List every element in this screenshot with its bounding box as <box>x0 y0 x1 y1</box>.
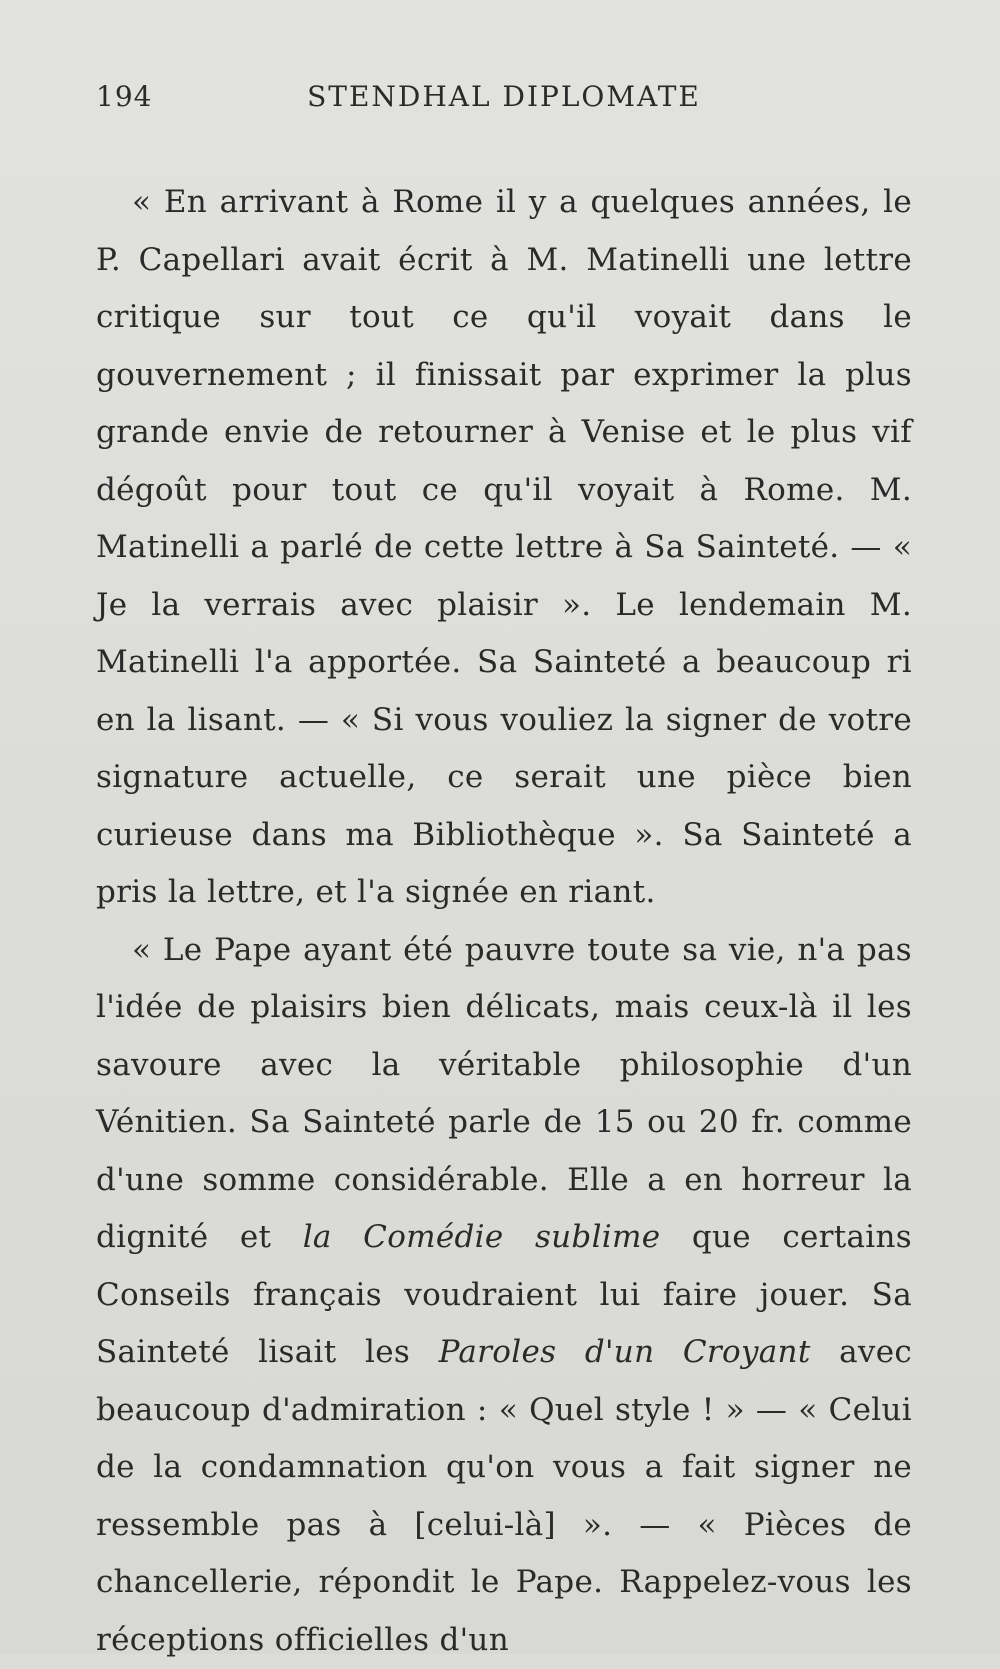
paragraph-2-part-3: avec beaucoup d'admiration : « Quel style ! » — « Celui de la condamnation qu'on vous a fait signer ne ressemble pas à [celui-là] ». — « Pièces de chancellerie, répondit le Pape. Rappelez-vous les réceptions officielles d'un <box>96 1334 912 1658</box>
paragraph-2 <box>96 922 912 1669</box>
paragraph-2-part-1: « Le Pape ayant été pauvre toute sa vie, n'a pas l'idée de plaisirs bien délicats, mais ceux-là il les savoure avec la véritable philosophie d'un Vénitien. Sa Sainteté parle de 15 ou 20 fr. comme d'une somme considérable. Elle a en horreur la dignité et <box>96 932 912 1256</box>
paragraph-2-part-2: que certains Conseils français voudraient lui faire jouer. Sa Sainteté lisait les <box>96 1219 912 1370</box>
paragraph-1: « En arrivant à Rome il y a quelques années, le P. Capellari avait écrit à M. Matinelli une lettre critique sur tout ce qu'il voyait dans le gouvernement ; il finissait par exprimer la plus grande envie de retourner à Venise et le plus vif dégoût pour tout ce qu'il voyait à Rome. M. Matinelli a parlé de cette lettre à Sa Sainteté. — « Je la verrais avec plaisir ». Le lendemain M. Matinelli l'a apportée. Sa Sainteté a beaucoup ri en la lisant. — « Si vous vouliez la signer de votre signature actuelle, ce serait une pièce bien curieuse dans ma Bibliothèque ». Sa Sainteté a pris la lettre, et l'a signée en riant. <box>96 174 912 922</box>
running-title: STENDHAL DIPLOMATE <box>96 80 912 113</box>
italic-title-paroles: Paroles d'un Croyant <box>439 1334 811 1370</box>
italic-title-comedie: la Comédie sublime <box>303 1219 661 1255</box>
page-number: 194 <box>96 80 152 113</box>
page-header <box>96 70 912 126</box>
body-text <box>96 174 912 1669</box>
